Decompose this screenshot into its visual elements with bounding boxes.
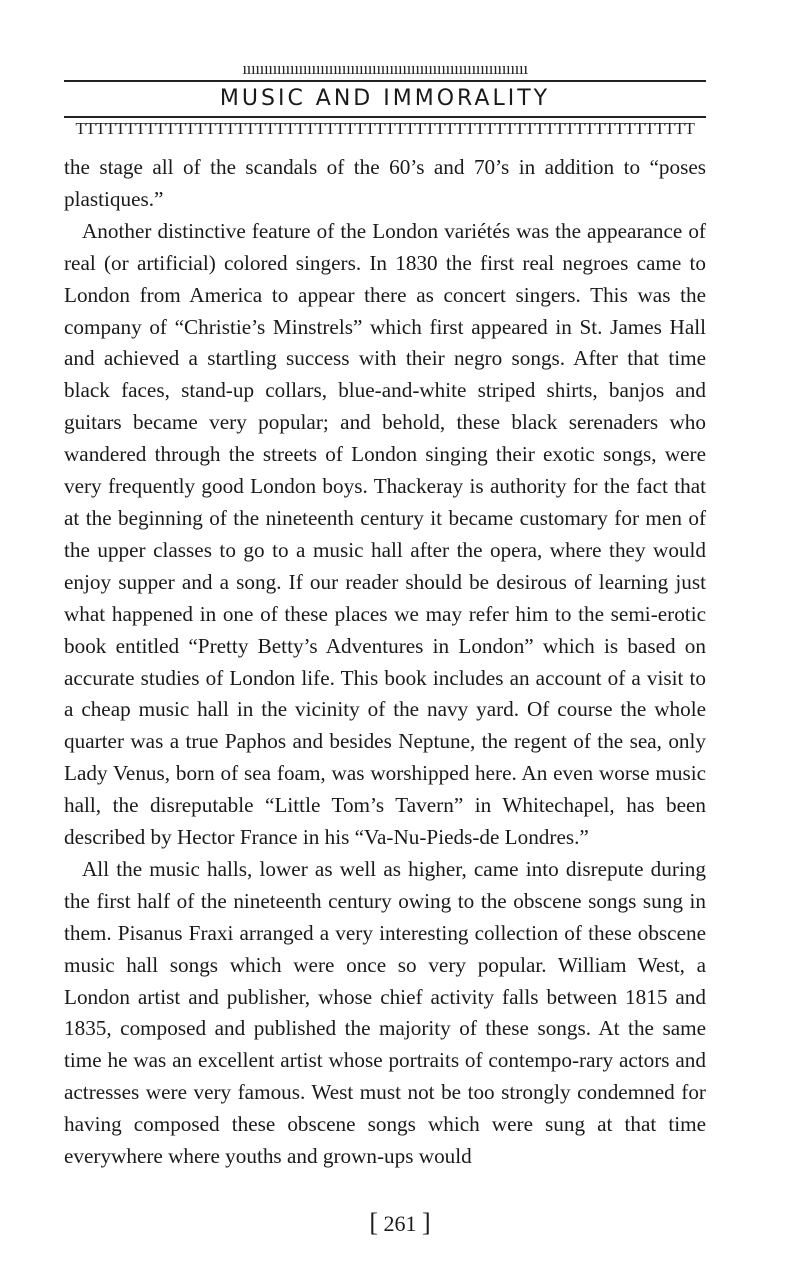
page-number: 261: [383, 1211, 417, 1236]
running-head-title: MUSIC AND IMMORALITY: [219, 86, 551, 111]
book-page: [64, 60, 706, 1173]
paragraph: Another distinctive feature of the London variétés was the appearance of real (or artificial) colored singers. In 1830 the first real negroes came to London from America to appear there as concert singers. This was the company of “Christie’s Minstrels” which first appeared in St. James Hall and achieved a startling success with their negro songs. After that time black faces, stand-up collars, blue-and-white striped shirts, banjos and guitars became very popular; and behold, these black serenaders who wandered through the streets of London singing their exotic songs, were very frequently good London boys. Thackeray is authority for the fact that at the beginning of the nineteenth century it became customary for men of the upper classes to go to a music hall after the opera, where they would enjoy supper and a song. If our reader should be desirous of learning just what happened in one of these places we may refer him to the semi-erotic book entitled “Pretty Betty’s Adventures in London” which is based on accurate studies of London life. This book includes an account of a visit to a cheap music hall in the vicinity of the navy yard. Of course the whole quarter was a true Paphos and besides Neptune, the regent of the sea, only Lady Venus, born of sea foam, was worshipped here. An even worse music hall, the disreputable “Little Tom’s Tavern” in Whitechapel, has been described by Hector France in his “Va-Nu-Pieds-de Londres.”: [64, 218, 706, 850]
page-number-footer: [0, 1208, 800, 1238]
folio-bracket-left: [: [369, 1208, 378, 1237]
folio-bracket-right: ]: [422, 1208, 431, 1237]
top-ornament-rule: ıııııııııııııııııııııııııııııııııııııııııııııııııııııııııııııııııı: [64, 60, 706, 82]
bottom-ornament-rule: TTTTTTTTTTTTTTTTTTTTTTTTTTTTTTTTTTTTTTTTTTTTTTTTTTTTTTTTTTTTTT: [64, 116, 706, 138]
paragraph-continued: the stage all of the scandals of the 60’s and 70’s in addition to “poses plastiques.”: [64, 155, 706, 211]
paragraph: All the music halls, lower as well as higher, came into disrepute during the first half of the nineteenth century owing to the obscene songs sung in them. Pisanus Fraxi arranged a very interesting collection of these obscene music hall songs which were once so very popular. William West, a London artist and publisher, whose chief activity falls between 1815 and 1835, composed and published the majority of these songs. At the same time he was an excellent artist whose portraits of contempo-rary actors and actresses were very famous. West must not be too strongly condemned for having composed these obscene songs which were sung at that time everywhere where youths and grown-ups would: [64, 856, 706, 1169]
body-text: [64, 152, 706, 1173]
